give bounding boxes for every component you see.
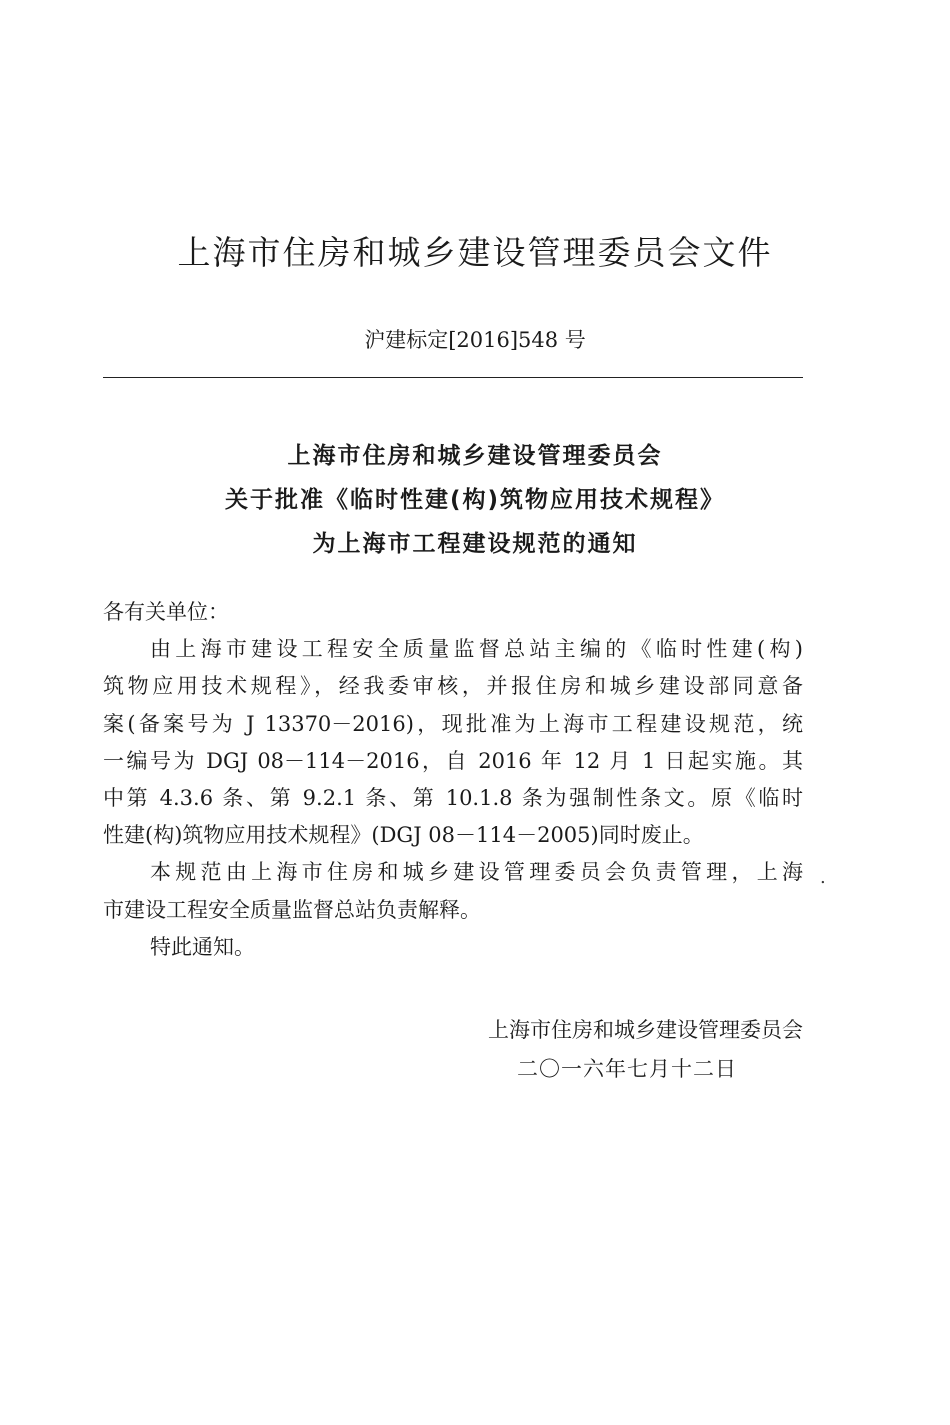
body-line: 由上海市建设工程安全质量监督总站主编的《临时性建(构) <box>150 637 803 662</box>
document-header-title: 上海市住房和城乡建设管理委员会文件 <box>177 233 773 272</box>
header-divider <box>103 377 803 378</box>
notice-title <box>0 434 950 566</box>
body-line: 本规范由上海市住房和城乡建设管理委员会负责管理，上海 <box>150 860 803 885</box>
notice-title-line: 上海市住房和城乡建设管理委员会 <box>287 443 663 469</box>
notice-title-line: 为上海市工程建设规范的通知 <box>312 531 638 557</box>
body-line: 筑物应用技术规程》，经我委审核，并报住房和城乡建设部同意备 <box>103 674 803 699</box>
body-line: 中第 4.3.6 条、第 9.2.1 条、第 10.1.8 条为强制性条文。原《临时 <box>103 785 803 810</box>
document-number: 沪建标定[2016]548 号 <box>364 328 586 352</box>
closing-line: 特此通知。 <box>150 934 255 959</box>
notice-body <box>103 594 803 966</box>
notice-title-line: 关于批准《临时性建(构)筑物应用技术规程》 <box>224 487 726 513</box>
signature-organization: 上海市住房和城乡建设管理委员会 <box>488 1018 803 1042</box>
body-line: 市建设工程安全质量监督总站负责解释。 <box>103 897 481 922</box>
signature-date: 二〇一六年七月十二日 <box>517 1057 737 1081</box>
body-line: 一编号为 DGJ 08－114－2016，自 2016 年 12 月 1 日起实施。其 <box>103 748 803 773</box>
body-line: 案(备案号为 J 13370－2016)，现批准为上海市工程建设规范，统 <box>103 711 803 736</box>
salutation: 各有关单位： <box>103 600 229 624</box>
stray-mark: . <box>820 867 826 888</box>
body-line: 性建(构)筑物应用技术规程》(DGJ 08－114－2005)同时废止。 <box>103 823 704 848</box>
